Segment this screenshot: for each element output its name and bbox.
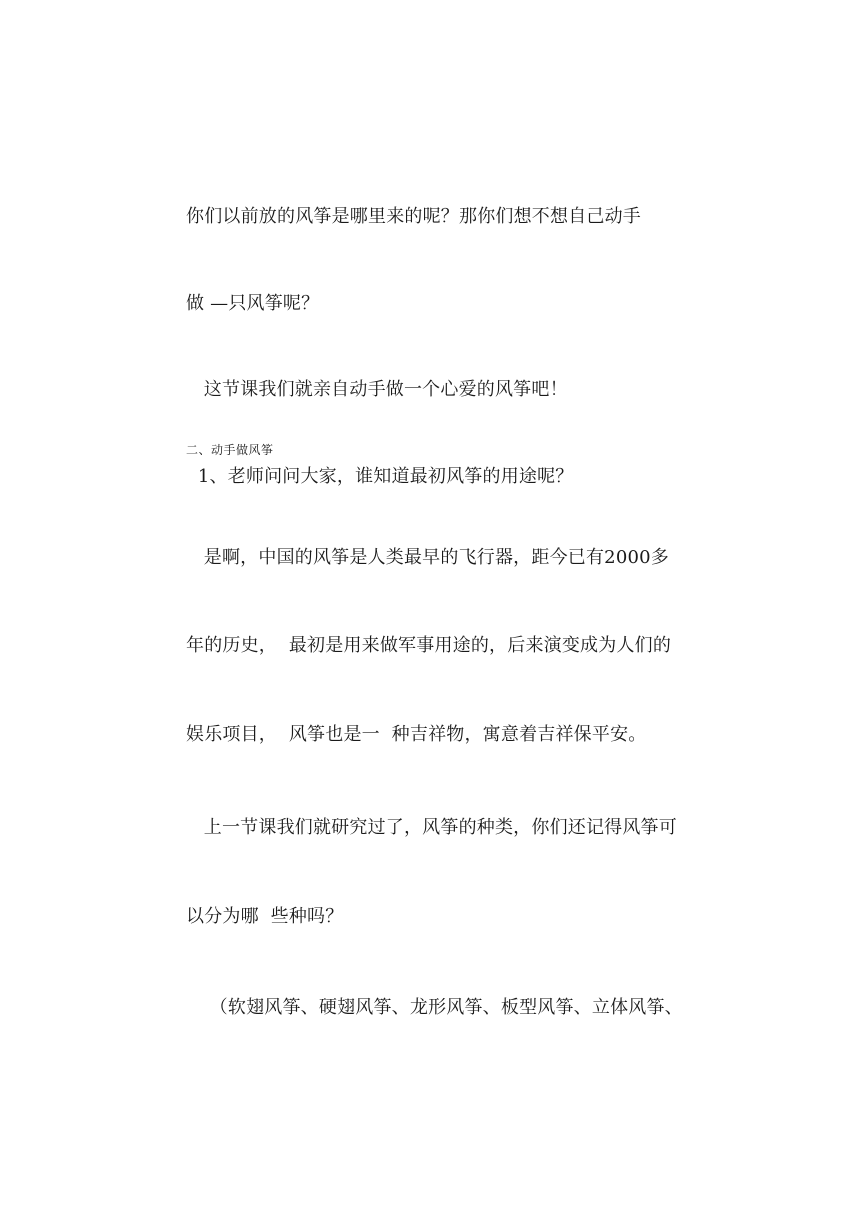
paragraph-line-7: 年的历史， 最初是用来做军事用途的，后来演变成为人们的 [186,635,672,656]
paragraph-line-2: 做 —只风筝呢？ [186,293,320,314]
paragraph-line-1: 你们以前放的风筝是哪里来的呢？那你们想不想自己动手 [186,206,641,227]
question-line: 1、老师问问大家，谁知道最初风筝的用途呢？ [186,466,574,487]
paragraph-line-6: 是啊，中国的风筝是人类最早的飞行器，距今已有2000多 [186,547,669,568]
paragraph-line-10: 以分为哪 些种吗？ [186,906,344,927]
section-heading: 二、动手做风筝 [186,443,274,457]
paragraph-line-11: （软翅风筝、硬翅风筝、龙形风筝、板型风筝、立体风筝、 [186,997,683,1018]
paragraph-line-9: 上一节课我们就研究过了，风筝的种类，你们还记得风筝可 [186,817,677,838]
paragraph-line-3: 这节课我们就亲自动手做一个心爱的风筝吧！ [186,379,568,400]
paragraph-line-8: 娱乐项目， 风筝也是一 种吉祥物，寓意着吉祥保平安。 [186,724,647,745]
